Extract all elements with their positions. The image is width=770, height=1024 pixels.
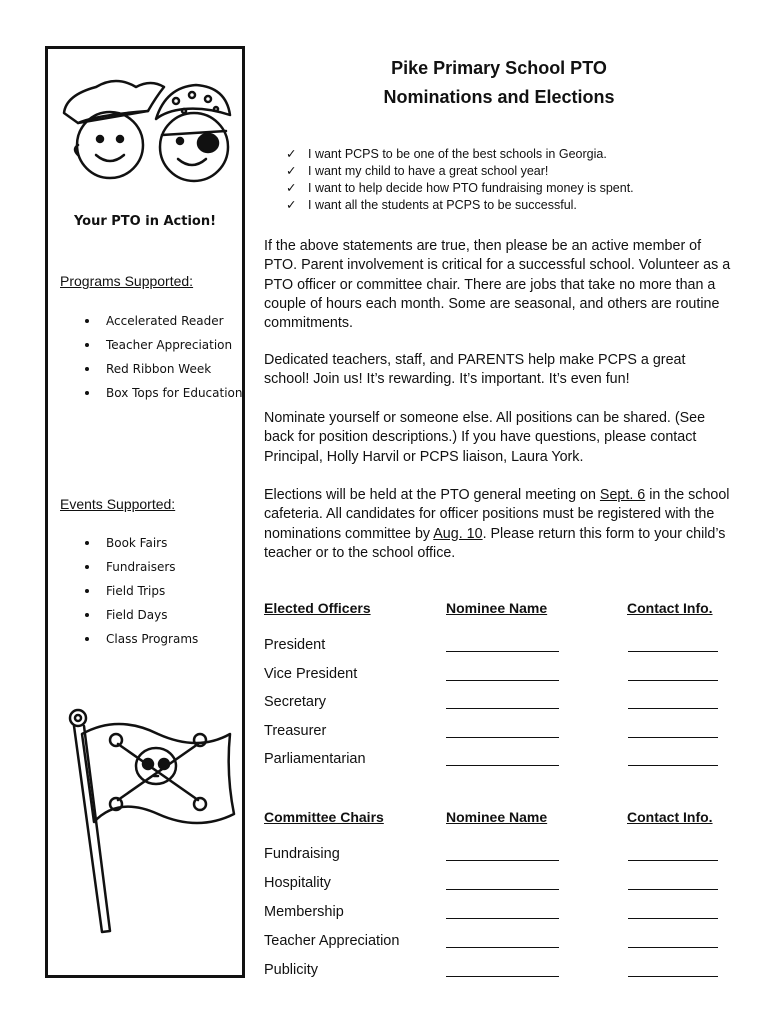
contact-info-field[interactable] — [628, 918, 718, 919]
contact-col-header: Contact Info. — [627, 600, 713, 616]
list-item: Fundraisers — [82, 555, 260, 579]
programs-list — [82, 309, 260, 405]
contact-info-field[interactable] — [628, 976, 718, 977]
dedication-paragraph: Dedicated teachers, staff, and PARENTS help make PCPS a great school! Join us! It’s rewarding. It’s important. It’s even fun! — [264, 352, 686, 388]
contact-info-field[interactable] — [628, 889, 718, 890]
table-row: Publicity — [264, 962, 734, 982]
check-item: ✓ I want PCPS to be one of the best schools in Georgia. — [286, 147, 607, 161]
contact-info-field[interactable] — [628, 680, 718, 681]
table-row: Membership — [264, 904, 734, 924]
table-row: Teacher Appreciation — [264, 933, 734, 953]
nominee-name-field[interactable] — [446, 947, 559, 948]
list-item: Book Fairs — [82, 531, 260, 555]
nominee-name-field[interactable] — [446, 651, 559, 652]
nominee-name-field[interactable] — [446, 680, 559, 681]
events-list — [82, 531, 260, 651]
list-item: Red Ribbon Week — [82, 357, 260, 381]
nominee-col-header: Nominee Name — [446, 809, 548, 825]
table-row: Fundraising — [264, 846, 734, 866]
programs-heading: Programs Supported: — [60, 273, 194, 289]
pirate-kids-illustration-icon — [56, 65, 236, 215]
nominee-name-field[interactable] — [446, 918, 559, 919]
list-item: Teacher Appreciation — [82, 333, 260, 357]
election-date: Sept. 6 — [599, 487, 646, 503]
check-icon: ✓ — [286, 164, 297, 178]
officers-col-header: Elected Officers — [264, 600, 371, 616]
sidebar-title: Your PTO in Action! — [73, 214, 217, 229]
nominee-col-header: Nominee Name — [446, 600, 548, 616]
events-heading: Events Supported: — [60, 496, 176, 512]
check-item: ✓ I want all the students at PCPS to be successful. — [286, 198, 577, 212]
contact-col-header: Contact Info. — [627, 809, 713, 825]
table-row: President — [264, 637, 734, 657]
pirate-flag-icon — [58, 704, 238, 954]
table-row: Secretary — [264, 694, 734, 714]
list-item: Field Trips — [82, 579, 260, 603]
contact-info-field[interactable] — [628, 860, 718, 861]
table-row: Treasurer — [264, 723, 734, 743]
checklist — [286, 146, 634, 214]
table-row: Vice President — [264, 666, 734, 686]
nominee-name-field[interactable] — [446, 765, 559, 766]
elections-paragraph: Elections will be held at the PTO general meeting on Sept. 6 in the school cafeteria. All candidates for officer positions must be registered with the nominations committee by Aug. 10. Please return this form to your child’s teacher or to the school office. — [264, 487, 730, 561]
check-icon: ✓ — [286, 198, 297, 212]
nominee-name-field[interactable] — [446, 976, 559, 977]
list-item: Accelerated Reader — [82, 309, 260, 333]
contact-info-field[interactable] — [628, 737, 718, 738]
check-icon: ✓ — [286, 147, 297, 161]
intro-paragraph: If the above statements are true, then please be an active member of PTO. Parent involvement is critical for a successful school. Volunteer as a PTO officer or committee chair. There are jobs that take no more than a couple of hours each month. Some are seasonal, and others are routine commitments. — [264, 238, 731, 332]
nominee-name-field[interactable] — [446, 860, 559, 861]
contact-info-field[interactable] — [628, 651, 718, 652]
nominate-paragraph: Nominate yourself or someone else. All positions can be shared. (See back for position descriptions.) If you have questions, please contact Principal, Holly Harvil or PCPS liaison, Laura York. — [264, 410, 706, 465]
table-row: Hospitality — [264, 875, 734, 895]
list-item: Class Programs — [82, 627, 260, 651]
list-item: Box Tops for Education — [82, 381, 260, 405]
check-item: ✓ I want my child to have a great school year! — [286, 164, 549, 178]
list-item: Field Days — [82, 603, 260, 627]
registration-deadline: Aug. 10 — [433, 525, 483, 542]
contact-info-field[interactable] — [628, 765, 718, 766]
table-row: Parliamentarian — [264, 751, 734, 771]
page-subtitle: Nominations and Elections — [383, 87, 615, 107]
nominee-name-field[interactable] — [446, 889, 559, 890]
check-icon: ✓ — [286, 181, 297, 195]
committees-col-header: Committee Chairs — [264, 809, 384, 825]
page-title: Pike Primary School PTO — [391, 58, 607, 78]
nominee-name-field[interactable] — [446, 708, 559, 709]
check-item: ✓ I want to help decide how PTO fundraising money is spent. — [286, 181, 634, 195]
nominee-name-field[interactable] — [446, 737, 559, 738]
contact-info-field[interactable] — [628, 708, 718, 709]
sidebar-panel — [45, 46, 245, 978]
contact-info-field[interactable] — [628, 947, 718, 948]
